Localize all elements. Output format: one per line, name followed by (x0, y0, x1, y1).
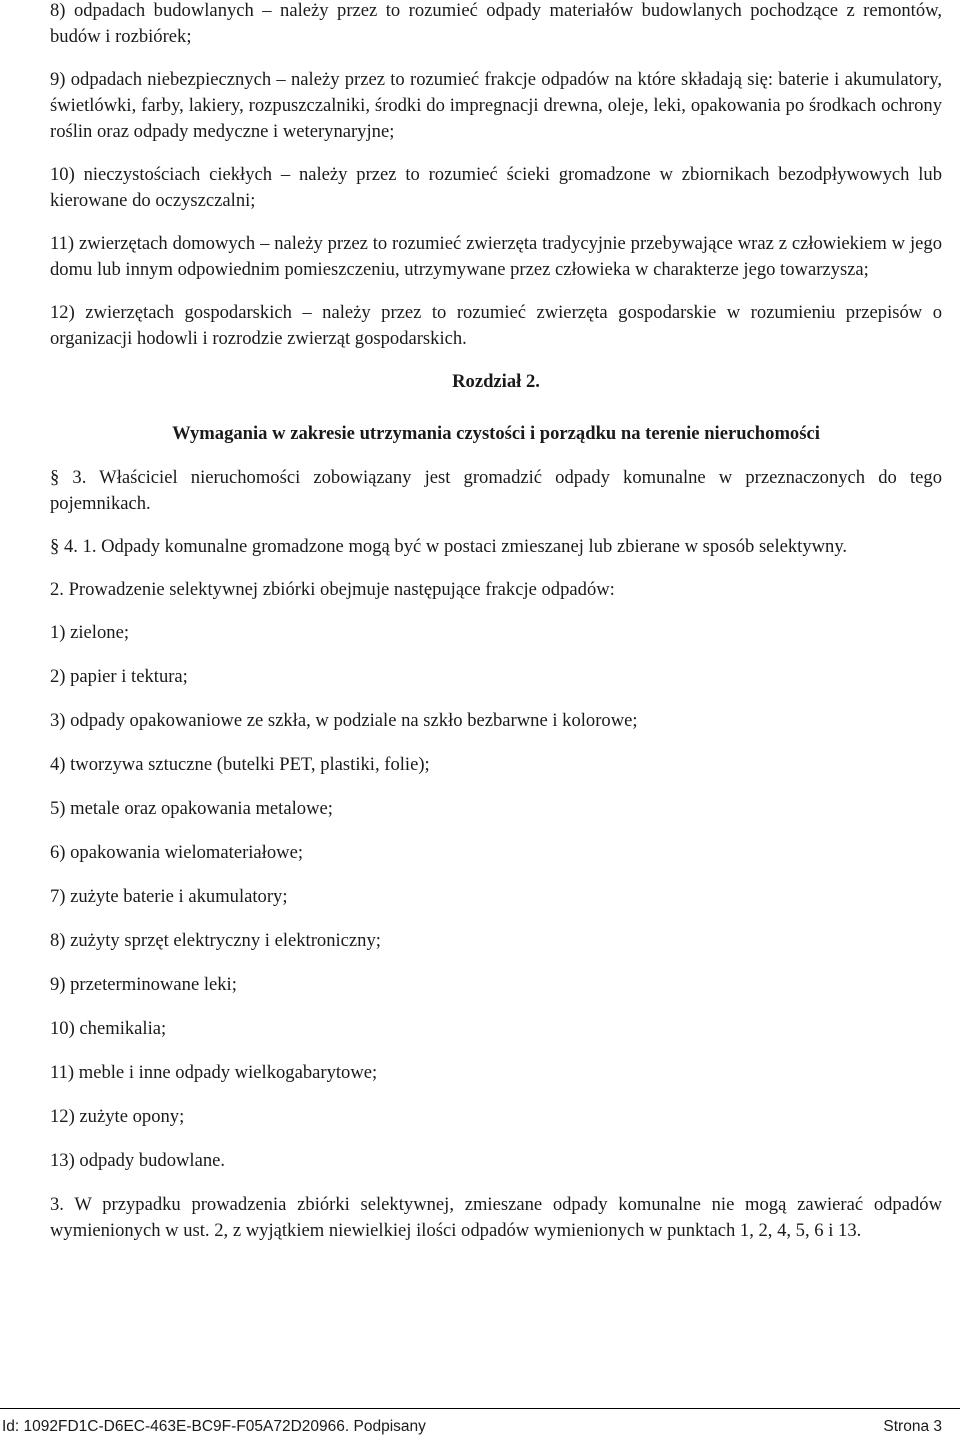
definition-12: 12) zwierzętach gospodarskich – należy przez to rozumieć zwierzęta gospodarskie w rozumieniu przepisów o organizacji hodowli i rozrodzie zwierząt gospodarskich. (50, 302, 942, 349)
list-item: 5) metale oraz opakowania metalowe; (50, 798, 333, 819)
document-page (50, 0, 942, 1261)
page-number: Strona 3 (883, 1418, 942, 1435)
page-footer (2, 1418, 942, 1436)
list-item: 3) odpady opakowaniowe ze szkła, w podziale na szkło bezbarwne i kolorowe; (50, 710, 638, 731)
definition-10: 10) nieczystościach ciekłych – należy przez to rozumieć ścieki gromadzone w zbiornikach bezodpływowych lub kierowane do oczyszczalni; (50, 164, 942, 211)
document-id: Id: 1092FD1C-D6EC-463E-BC9F-F05A72D20966. Podpisany (2, 1418, 426, 1435)
list-item: 2) papier i tektura; (50, 666, 188, 687)
definition-8: 8) odpadach budowlanych – należy przez to rozumieć odpady materiałów budowlanych pochodzące z remontów, budów i rozbiórek; (50, 0, 942, 47)
list-item: 4) tworzywa sztuczne (butelki PET, plastiki, folie); (50, 754, 430, 775)
list-item: 11) meble i inne odpady wielkogabarytowe; (50, 1062, 378, 1083)
section-3: § 3. Właściciel nieruchomości zobowiązany jest gromadzić odpady komunalne w przeznaczonych do tego pojemnikach. (50, 467, 942, 514)
list-item: 9) przeterminowane leki; (50, 974, 237, 995)
list-item: 7) zużyte baterie i akumulatory; (50, 886, 288, 907)
list-item: 1) zielone; (50, 622, 129, 643)
list-item: 8) zużyty sprzęt elektryczny i elektroniczny; (50, 930, 381, 951)
definition-9: 9) odpadach niebezpiecznych – należy przez to rozumieć frakcje odpadów na które składają się: baterie i akumulatory, świetlówki, farby, lakiery, rozpuszczalniki, środki do impregnacji drewna, oleje, leki, opakowania po środkach ochrony roślin oraz odpady medyczne i weterynaryjne; (50, 69, 942, 142)
list-item: 13) odpady budowlane. (50, 1150, 226, 1171)
section-4-1: § 4. 1. Odpady komunalne gromadzone mogą być w postaci zmieszanej lub zbierane w sposób selektywny. (50, 536, 848, 557)
section-4-3: 3. W przypadku prowadzenia zbiórki selektywnej, zmieszane odpady komunalne nie mogą zawierać odpadów wymienionych w ust. 2, z wyjątkiem niewielkiej ilości odpadów wymienionych w punktach 1, 2, 4, 5, 6 i 13. (50, 1194, 942, 1241)
chapter-title: Wymagania w zakresie utrzymania czystości i porządku na terenie nieruchomości (172, 423, 820, 444)
footer-divider (0, 1408, 960, 1409)
chapter-number: Rozdział 2. (452, 371, 540, 392)
section-4-2: 2. Prowadzenie selektywnej zbiórki obejmuje następujące frakcje odpadów: (50, 579, 615, 600)
list-item: 6) opakowania wielomateriałowe; (50, 842, 303, 863)
list-item: 12) zużyte opony; (50, 1106, 185, 1127)
fraction-list (50, 620, 942, 1174)
definition-11: 11) zwierzętach domowych – należy przez to rozumieć zwierzęta tradycyjnie przebywające wraz z człowiekiem w jego domu lub innym odpowiednim pomieszczeniu, utrzymywane przez człowieka w charakterze jego towarzysza; (50, 233, 942, 280)
list-item: 10) chemikalia; (50, 1018, 167, 1039)
